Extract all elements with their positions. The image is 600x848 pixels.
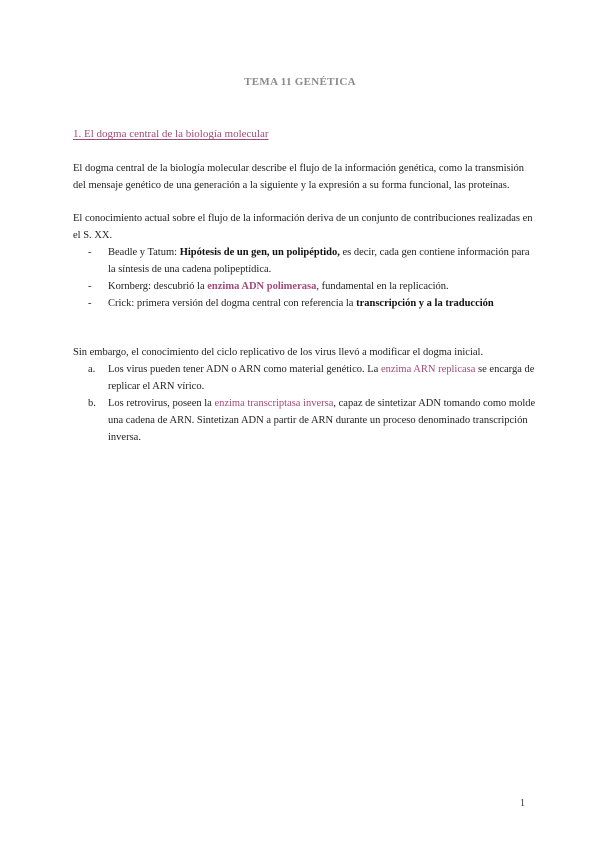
paragraph-dogma-definition: El dogma central de la biología molecular describe el flujo de la información genética, como la transmisión del mensaje genético de una generación a la siguiente y la expresión a su forma funcional, las proteínas. <box>73 163 525 191</box>
list-item-highlight: enzima transcriptasa inversa <box>214 398 334 409</box>
paragraph-virus-intro: Sin embargo, el conocimiento del ciclo replicativo de los virus llevó a modificar el dogma inicial. <box>73 347 484 358</box>
list-item-highlight: enzima ARN replicasa <box>380 364 476 375</box>
list-item-highlight: transcripción y a la traducción <box>356 298 494 309</box>
list-item-highlight: Hipótesis de un gen, un polipéptido, <box>179 247 340 258</box>
list-marker: - <box>88 281 92 292</box>
list-marker: - <box>88 298 92 309</box>
list-item-kornberg <box>88 278 538 295</box>
list-marker: - <box>88 247 92 258</box>
list-item-prefix: Los virus pueden tener ADN o ARN como material genético. La <box>108 364 381 375</box>
list-item-prefix: Kornberg: descubrió la <box>108 281 208 292</box>
section-heading: 1. El dogma central de la biología molecular <box>73 128 269 140</box>
list-item-virus-b <box>88 395 538 446</box>
list-item-virus-a <box>88 361 538 395</box>
list-item-suffix: es decir, cada gen contiene información para la síntesis de una cadena polipeptídica. <box>108 247 530 275</box>
virus-points-list <box>88 361 538 446</box>
document-title: TEMA 11 GENÉTICA <box>244 76 356 88</box>
paragraph-contributions-intro: El conocimiento actual sobre el flujo de la información deriva de un conjunto de contribuciones realizadas en el S. XX. <box>73 213 533 241</box>
list-item-suffix: , capaz de sintetizar ADN tomando como molde una cadena de ARN. Sintetizan ADN a partir de ARN durante un proceso denominado transcripción inversa. <box>108 398 536 443</box>
list-item-highlight: enzima ADN polimerasa <box>207 281 317 292</box>
page-number: 1 <box>520 798 525 809</box>
list-marker: a. <box>88 364 96 375</box>
contributions-list <box>88 244 538 312</box>
list-item-prefix: Crick: primera versión del dogma central con referencia la <box>108 298 357 309</box>
list-item-prefix: Los retrovirus, poseen la <box>108 398 215 409</box>
list-item-prefix: Beadle y Tatum: <box>108 247 180 258</box>
list-item-suffix: se encarga de replicar el ARN vírico. <box>108 364 535 392</box>
list-marker: b. <box>88 398 96 409</box>
list-item-beadle-tatum <box>88 244 538 278</box>
list-item-crick <box>88 295 538 312</box>
list-item-suffix: , fundamental en la replicación. <box>316 281 449 292</box>
